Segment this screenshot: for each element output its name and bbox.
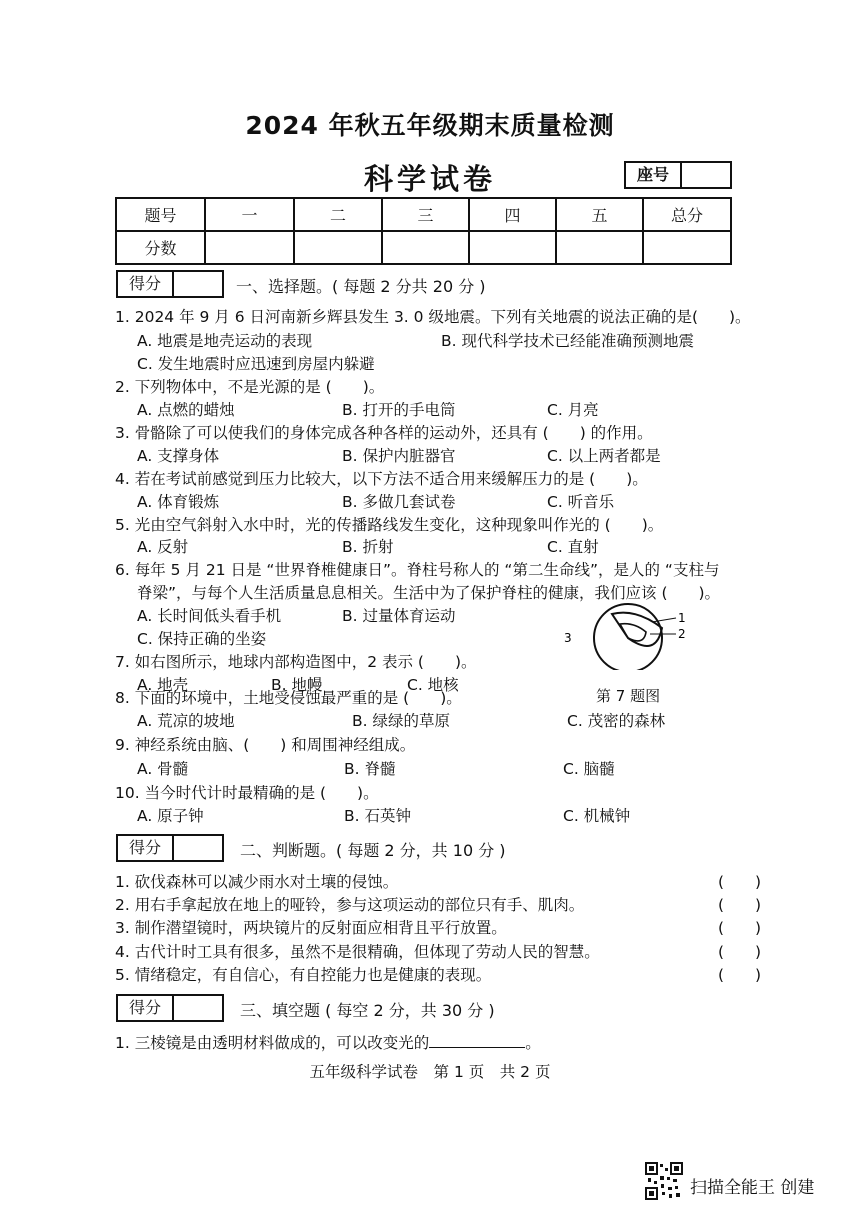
figure-label-3: 3 xyxy=(564,631,572,645)
score-cell xyxy=(382,231,469,264)
score-cell xyxy=(643,231,731,264)
option: A. 点燃的蜡烛 xyxy=(137,401,235,419)
page-footer: 五年级科学试卷 第 1 页 共 2 页 xyxy=(309,1063,551,1081)
score-box-label: 得分 xyxy=(118,996,174,1020)
score-header-cell: 题号 xyxy=(116,198,205,231)
qr-code-icon xyxy=(645,1162,683,1200)
option: C. 保持正确的坐姿 xyxy=(137,630,267,648)
answer-blank xyxy=(429,1033,525,1048)
scanner-watermark: 扫描全能王 创建 xyxy=(690,1178,815,1198)
section3-title: 三、填空题 ( 每空 2 分，共 30 分 ) xyxy=(240,1001,495,1020)
option: C. 地核 xyxy=(407,676,459,694)
question-1: 1. 2024 年 9 月 6 日河南新乡辉县发生 3. 0 级地震。下列有关地震的说法正确的是( )。 xyxy=(115,308,751,326)
score-table-header-row xyxy=(116,198,731,231)
section1-score-box xyxy=(116,270,224,298)
question-7: 7. 如右图所示，地球内部构造图中，2 表示 ( )。 xyxy=(115,653,477,671)
score-table xyxy=(115,197,732,265)
figure-label-1: 1 xyxy=(678,611,686,625)
option: C. 听音乐 xyxy=(547,493,615,511)
question-5: 5. 光由空气斜射入水中时，光的传播路线发生变化，这种现象叫作光的 ( )。 xyxy=(115,516,664,534)
option: C. 茂密的森林 xyxy=(567,712,666,730)
seat-number-box xyxy=(624,161,732,189)
fill-question-1-end: 。 xyxy=(525,1034,541,1052)
option: A. 地震是地壳运动的表现 xyxy=(137,332,313,350)
answer-paren: ( ) xyxy=(718,943,762,961)
option: C. 月亮 xyxy=(547,401,599,419)
option: B. 打开的手电筒 xyxy=(342,401,456,419)
seat-label: 座号 xyxy=(626,163,682,187)
question-4: 4. 若在考试前感觉到压力比较大，以下方法不适合用来缓解压力的是 ( )。 xyxy=(115,470,648,488)
score-table-score-row xyxy=(116,231,731,264)
judge-item-2: 2. 用右手拿起放在地上的哑铃，参与这项运动的部位只有手、肌肉。 xyxy=(115,896,585,914)
score-header-cell: 一 xyxy=(205,198,294,231)
option: B. 折射 xyxy=(342,538,394,556)
score-row-label: 分数 xyxy=(116,231,205,264)
option: C. 以上两者都是 xyxy=(547,447,661,465)
question-6-continued: 脊梁”，与每个人生活质量息息相关。生活中为了保护脊柱的健康，我们应该 ( )。 xyxy=(137,584,721,602)
option: A. 骨髓 xyxy=(137,760,189,778)
option: A. 原子钟 xyxy=(137,807,204,825)
option: B. 过量体育运动 xyxy=(342,607,456,625)
fill-question-1-text: 1. 三棱镜是由透明材料做成的，可以改变光的 xyxy=(115,1034,430,1052)
section3-score-box xyxy=(116,994,224,1022)
score-cell xyxy=(205,231,294,264)
option: A. 地壳 xyxy=(137,676,189,694)
figure-label-2: 2 xyxy=(678,627,686,641)
option: A. 支撑身体 xyxy=(137,447,220,465)
option: B. 多做几套试卷 xyxy=(342,493,456,511)
option: C. 直射 xyxy=(547,538,599,556)
question-2: 2. 下列物体中，不是光源的是 ( )。 xyxy=(115,378,385,396)
option: C. 机械钟 xyxy=(563,807,631,825)
score-header-cell: 五 xyxy=(556,198,643,231)
answer-paren: ( ) xyxy=(718,919,762,937)
option: C. 脑髓 xyxy=(563,760,615,778)
option: A. 反射 xyxy=(137,538,189,556)
judge-item-3: 3. 制作潜望镜时，两块镜片的反射面应相背且平行放置。 xyxy=(115,919,507,937)
judge-item-5: 5. 情绪稳定，有自信心，有自控能力也是健康的表现。 xyxy=(115,966,492,984)
option: B. 石英钟 xyxy=(344,807,411,825)
section2-title: 二、判断题。( 每题 2 分，共 10 分 ) xyxy=(240,841,506,860)
answer-paren: ( ) xyxy=(718,873,762,891)
earth-structure-figure xyxy=(560,600,700,670)
score-cell xyxy=(556,231,643,264)
exam-title: 2024 年秋五年级期末质量检测 xyxy=(245,111,615,140)
fill-question-1 xyxy=(115,1031,541,1053)
score-header-cell: 四 xyxy=(469,198,556,231)
option: B. 保护内脏器官 xyxy=(342,447,456,465)
exam-subtitle: 科学试卷 xyxy=(363,162,496,196)
option: B. 地幔 xyxy=(271,676,323,694)
score-cell xyxy=(469,231,556,264)
question-3: 3. 骨骼除了可以使我们的身体完成各种各样的运动外，还具有 ( ) 的作用。 xyxy=(115,424,653,442)
question-6: 6. 每年 5 月 21 日是 “世界脊椎健康日”。脊柱号称人的 “第二生命线”，是人的 “支柱与 xyxy=(115,561,720,579)
answer-paren: ( ) xyxy=(718,966,762,984)
option: B. 绿绿的草原 xyxy=(352,712,450,730)
option: C. 发生地震时应迅速到房屋内躲避 xyxy=(137,355,375,373)
question-8: 8. 下面的环境中，土地受侵蚀最严重的是 ( )。 xyxy=(115,689,462,707)
answer-paren: ( ) xyxy=(718,896,762,914)
option: B. 脊髓 xyxy=(344,760,396,778)
score-header-cell: 二 xyxy=(294,198,382,231)
section1-title: 一、选择题。( 每题 2 分共 20 分 ) xyxy=(236,277,486,296)
earth-mantle-wedge xyxy=(620,624,646,641)
option: B. 现代科学技术已经能准确预测地震 xyxy=(441,332,694,350)
option: A. 荒凉的坡地 xyxy=(137,712,235,730)
question-10: 10. 当今时代计时最精确的是 ( )。 xyxy=(115,784,379,802)
option: A. 长时间低头看手机 xyxy=(137,607,282,625)
score-box-label: 得分 xyxy=(118,836,174,860)
score-header-cell: 总分 xyxy=(643,198,731,231)
score-header-cell: 三 xyxy=(382,198,469,231)
option: A. 体育锻炼 xyxy=(137,493,220,511)
judge-item-1: 1. 砍伐森林可以减少雨水对土壤的侵蚀。 xyxy=(115,873,399,891)
section2-score-box xyxy=(116,834,224,862)
judge-item-4: 4. 古代计时工具有很多，虽然不是很精确，但体现了劳动人民的智慧。 xyxy=(115,943,600,961)
figure-caption: 第 7 题图 xyxy=(596,687,661,705)
question-9: 9. 神经系统由脑、( ) 和周围神经组成。 xyxy=(115,736,416,754)
score-cell xyxy=(294,231,382,264)
score-box-label: 得分 xyxy=(118,272,174,296)
